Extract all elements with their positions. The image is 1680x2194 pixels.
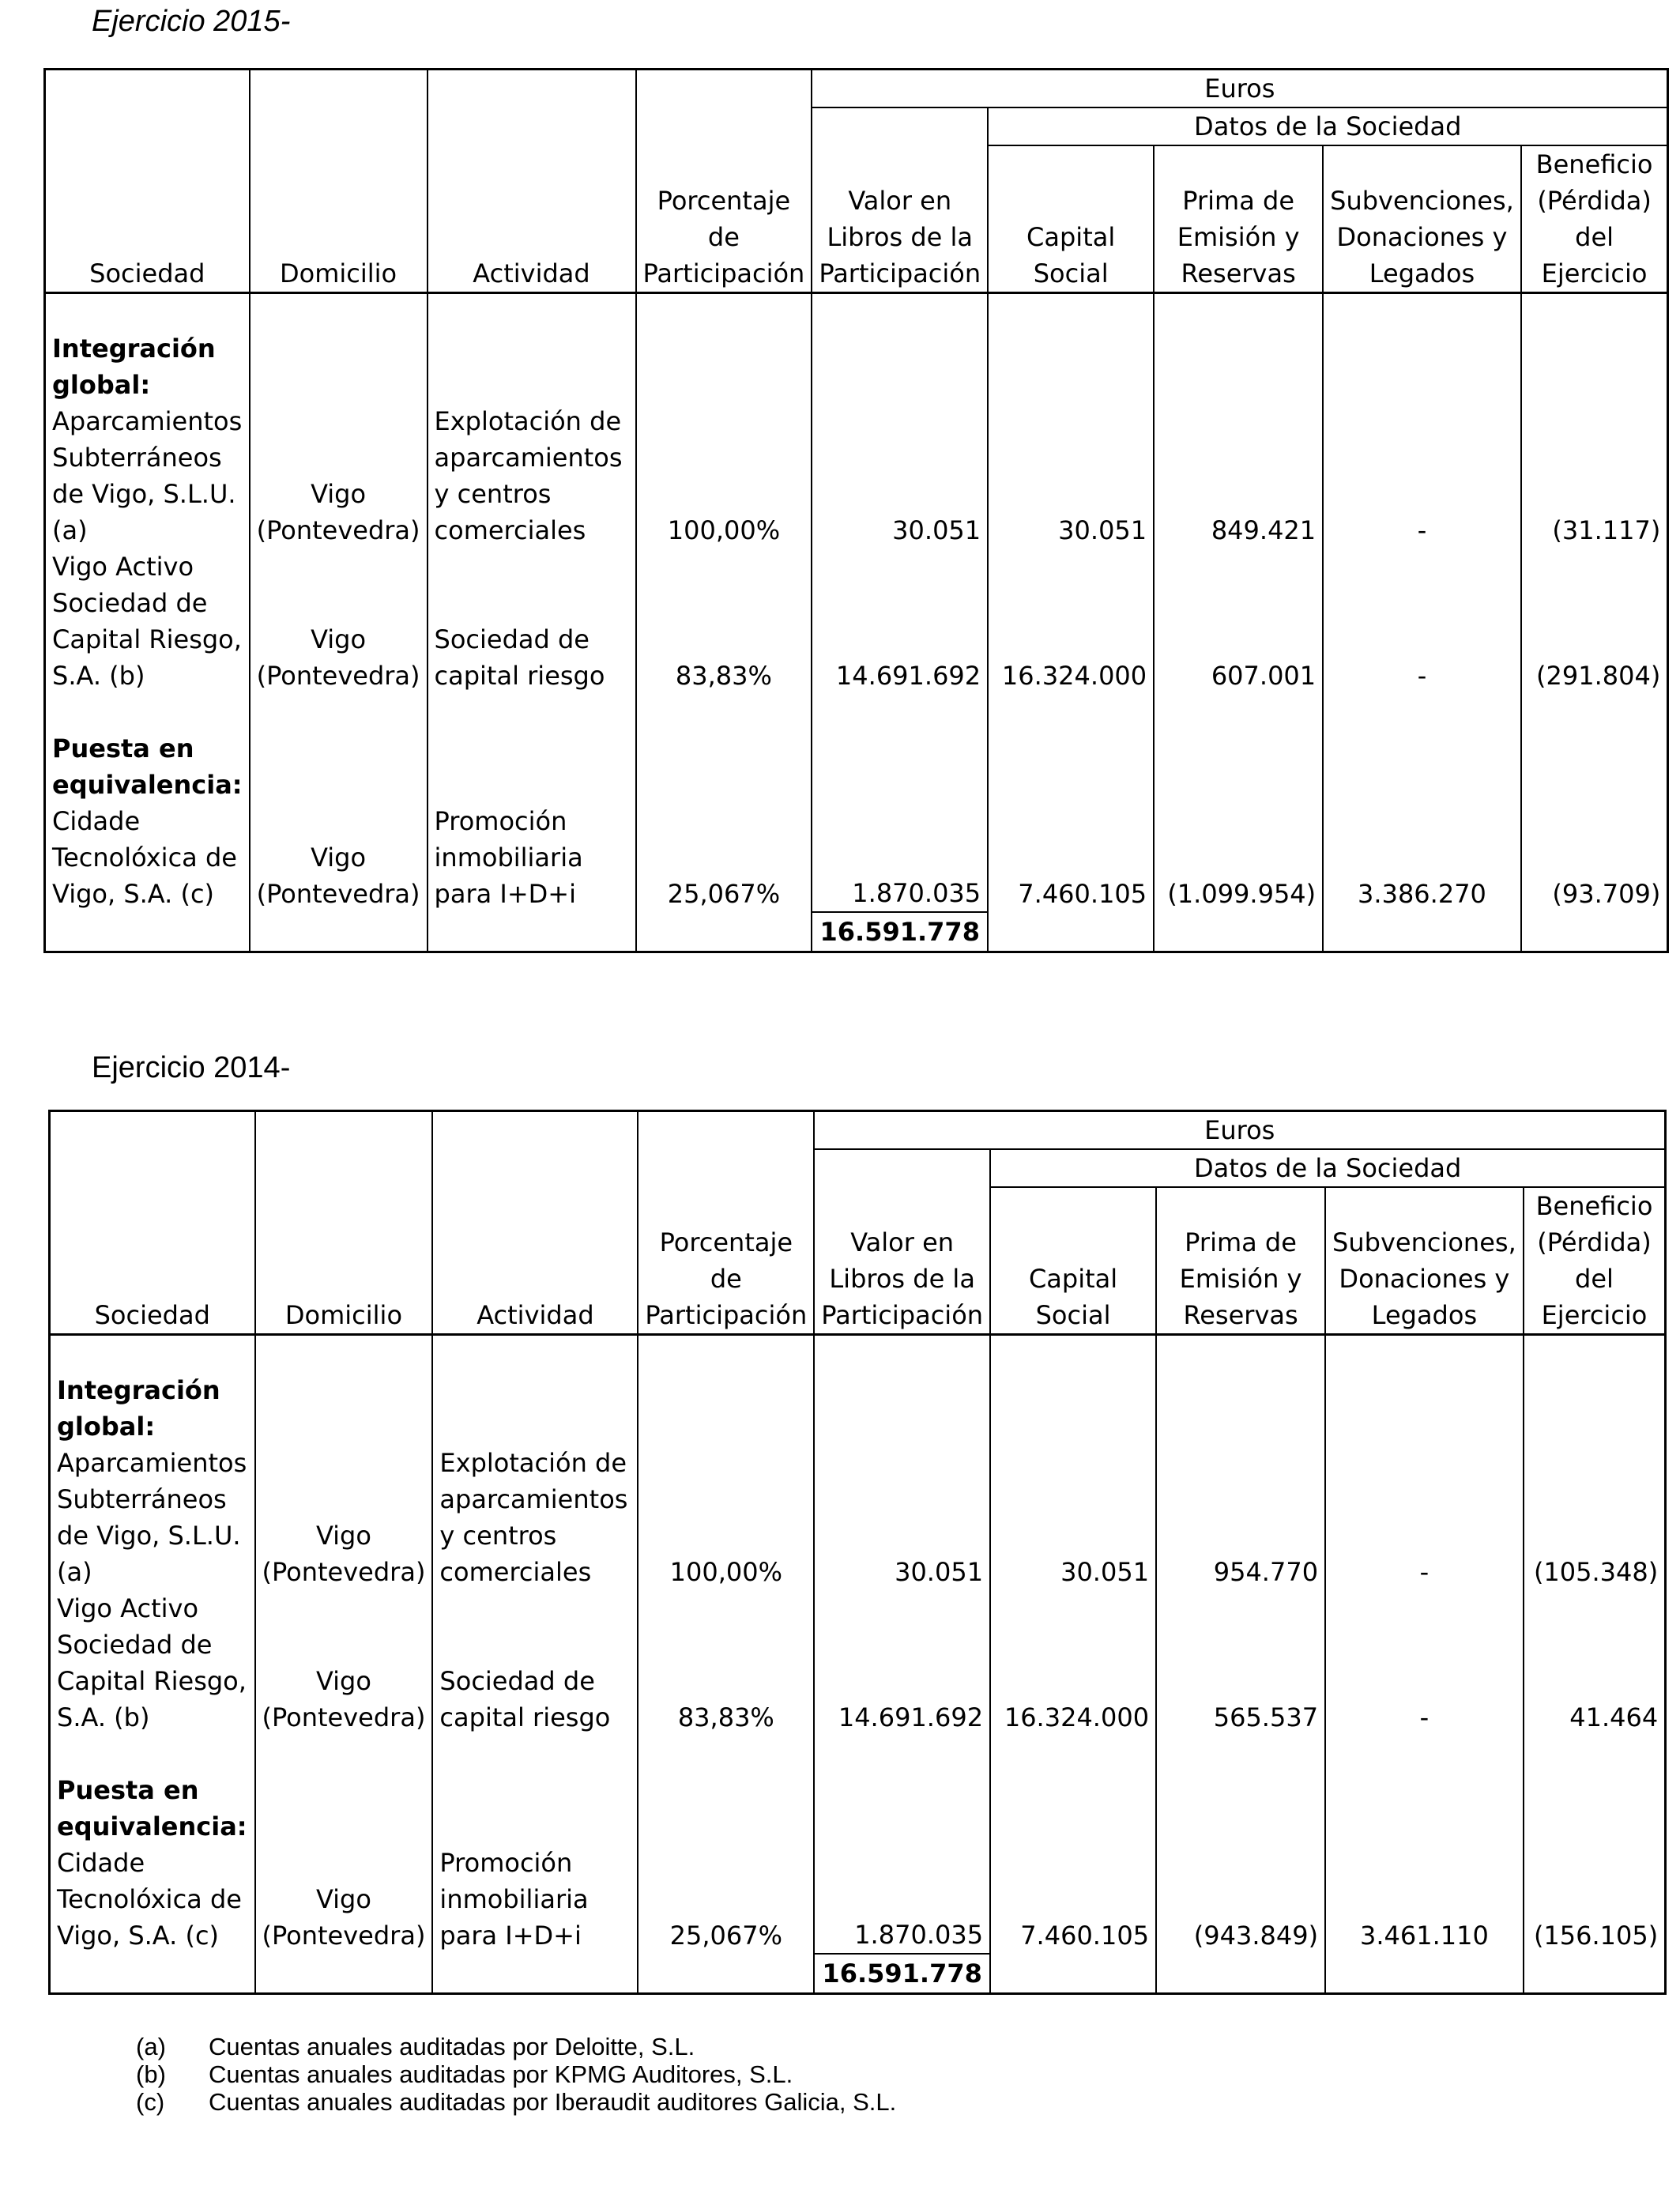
- prima-cell: (1.099.954): [1154, 803, 1323, 912]
- table-row: [45, 803, 1668, 912]
- empty-cell: [636, 330, 812, 403]
- empty-cell: [1323, 330, 1521, 403]
- empty-cell: [250, 730, 428, 803]
- empty-cell: [1325, 1772, 1524, 1845]
- group-label: Integración global:: [45, 330, 250, 403]
- table-row: [50, 1845, 1666, 1954]
- group-label: Puesta en equivalencia:: [45, 730, 250, 803]
- datos-sociedad-header: Datos de la Sociedad: [990, 1149, 1666, 1187]
- empty-cell: [1524, 1372, 1666, 1445]
- total-row: [50, 1954, 1666, 1993]
- table-row: [45, 548, 1668, 694]
- group-row: [45, 330, 1668, 403]
- empty-cell: [814, 1772, 990, 1845]
- col-beneficio-header: Beneficio (Pérdida) del Ejercicio: [1521, 145, 1668, 293]
- col-beneficio-header: Beneficio (Pérdida) del Ejercicio: [1524, 1187, 1666, 1335]
- domicilio-cell: Vigo (Pontevedra): [255, 1845, 433, 1954]
- group-label: Integración global:: [50, 1372, 255, 1445]
- sociedad-cell: Vigo Activo Sociedad de Capital Riesgo, S.A. (b): [45, 548, 250, 694]
- subvenciones-cell: -: [1325, 1445, 1524, 1590]
- porcentaje-cell: 100,00%: [636, 403, 812, 548]
- participations-table-2015: [43, 68, 1669, 953]
- porcentaje-cell: 25,067%: [638, 1845, 814, 1954]
- table-row: [50, 1590, 1666, 1736]
- group-row: [50, 1772, 1666, 1845]
- col-capital-header: Capital Social: [990, 1187, 1156, 1335]
- note-item: (c) Cuentas anuales auditadas por Iberaudit auditores Galicia, S.L.: [136, 2088, 897, 2116]
- sociedad-cell: Aparcamientos Subterráneos de Vigo, S.L.U. (a): [50, 1445, 255, 1590]
- empty-cell: [1325, 1372, 1524, 1445]
- empty-cell: [988, 730, 1154, 803]
- empty-cell: [428, 330, 636, 403]
- empty-cell: [432, 1372, 638, 1445]
- group-label: Puesta en equivalencia:: [50, 1772, 255, 1845]
- subvenciones-cell: -: [1323, 403, 1521, 548]
- beneficio-cell: (291.804): [1521, 548, 1668, 694]
- capital-cell: 7.460.105: [990, 1845, 1156, 1954]
- audit-notes: [136, 2033, 896, 2116]
- beneficio-cell: 41.464: [1524, 1590, 1666, 1736]
- porcentaje-cell: 83,83%: [636, 548, 812, 694]
- col-subvenciones-header: Subvenciones, Donaciones y Legados: [1323, 145, 1521, 293]
- group-row: [45, 730, 1668, 803]
- capital-cell: 30.051: [988, 403, 1154, 548]
- actividad-cell: Explotación de aparcamientos y centros comerciales: [428, 403, 636, 548]
- empty-cell: [812, 730, 988, 803]
- valor-cell: 14.691.692: [814, 1590, 990, 1736]
- empty-cell: [1156, 1372, 1325, 1445]
- domicilio-cell: Vigo (Pontevedra): [250, 403, 428, 548]
- empty-cell: [638, 1772, 814, 1845]
- section-title-2014: Ejercicio 2014-: [92, 1051, 291, 1084]
- datos-sociedad-header: Datos de la Sociedad: [988, 107, 1668, 145]
- empty-cell: [814, 1372, 990, 1445]
- empty-cell: [432, 1772, 638, 1845]
- col-subvenciones-header: Subvenciones, Donaciones y Legados: [1325, 1187, 1524, 1335]
- spacer-row: [45, 694, 1668, 730]
- actividad-cell: Explotación de aparcamientos y centros comerciales: [432, 1445, 638, 1590]
- empty-cell: [1154, 730, 1323, 803]
- porcentaje-cell: 83,83%: [638, 1590, 814, 1736]
- subvenciones-cell: -: [1325, 1590, 1524, 1736]
- col-sociedad-header: Sociedad: [50, 1111, 255, 1335]
- empty-cell: [255, 1372, 433, 1445]
- domicilio-cell: Vigo (Pontevedra): [255, 1590, 433, 1736]
- empty-cell: [990, 1372, 1156, 1445]
- empty-cell: [1154, 330, 1323, 403]
- col-sociedad-header: Sociedad: [45, 70, 250, 293]
- group-row: [50, 1372, 1666, 1445]
- sociedad-cell: Cidade Tecnolóxica de Vigo, S.A. (c): [45, 803, 250, 912]
- col-actividad-header: Actividad: [428, 70, 636, 293]
- empty-cell: [255, 1772, 433, 1845]
- empty-cell: [250, 330, 428, 403]
- subvenciones-cell: 3.386.270: [1323, 803, 1521, 912]
- col-valor-header: Valor en Libros de la Participación: [814, 1149, 990, 1335]
- actividad-cell: Promoción inmobiliaria para I+D+i: [432, 1845, 638, 1954]
- col-porcentaje-header: Porcentaje de Participación: [638, 1111, 814, 1335]
- empty-cell: [1524, 1772, 1666, 1845]
- valor-cell: 14.691.692: [812, 548, 988, 694]
- total-value: 16.591.778: [812, 912, 988, 952]
- empty-cell: [1156, 1772, 1325, 1845]
- prima-cell: 565.537: [1156, 1590, 1325, 1736]
- prima-cell: 954.770: [1156, 1445, 1325, 1590]
- valor-cell: 30.051: [812, 403, 988, 548]
- domicilio-cell: Vigo (Pontevedra): [250, 803, 428, 912]
- header-row: [45, 70, 1668, 108]
- actividad-cell: Sociedad de capital riesgo: [432, 1590, 638, 1736]
- col-capital-header: Capital Social: [988, 145, 1154, 293]
- prima-cell: 607.001: [1154, 548, 1323, 694]
- spacer-row: [50, 1736, 1666, 1772]
- table-row: [45, 403, 1668, 548]
- porcentaje-cell: 100,00%: [638, 1445, 814, 1590]
- prima-cell: (943.849): [1156, 1845, 1325, 1954]
- col-domicilio-header: Domicilio: [255, 1111, 433, 1335]
- col-prima-header: Prima de Emisión y Reservas: [1156, 1187, 1325, 1335]
- empty-cell: [990, 1772, 1156, 1845]
- domicilio-cell: Vigo (Pontevedra): [255, 1445, 433, 1590]
- capital-cell: 30.051: [990, 1445, 1156, 1590]
- subvenciones-cell: -: [1323, 548, 1521, 694]
- porcentaje-cell: 25,067%: [636, 803, 812, 912]
- empty-cell: [636, 730, 812, 803]
- subvenciones-cell: 3.461.110: [1325, 1845, 1524, 1954]
- empty-cell: [1521, 330, 1668, 403]
- col-porcentaje-header: Porcentaje de Participación: [636, 70, 812, 293]
- valor-cell: 30.051: [814, 1445, 990, 1590]
- capital-cell: 16.324.000: [988, 548, 1154, 694]
- participations-table-2014: [48, 1110, 1667, 1995]
- prima-cell: 849.421: [1154, 403, 1323, 548]
- sociedad-cell: Cidade Tecnolóxica de Vigo, S.A. (c): [50, 1845, 255, 1954]
- col-domicilio-header: Domicilio: [250, 70, 428, 293]
- col-valor-header: Valor en Libros de la Participación: [812, 107, 988, 293]
- beneficio-cell: (93.709): [1521, 803, 1668, 912]
- empty-cell: [812, 330, 988, 403]
- col-prima-header: Prima de Emisión y Reservas: [1154, 145, 1323, 293]
- euros-header: Euros: [812, 70, 1668, 108]
- spacer-row: [50, 1335, 1666, 1373]
- section-title-2015: Ejercicio 2015-: [92, 5, 291, 38]
- empty-cell: [1323, 730, 1521, 803]
- table-row: [50, 1445, 1666, 1590]
- empty-cell: [1521, 730, 1668, 803]
- empty-cell: [988, 330, 1154, 403]
- empty-cell: [638, 1372, 814, 1445]
- beneficio-cell: (156.105): [1524, 1845, 1666, 1954]
- valor-cell: 1.870.035: [814, 1845, 990, 1954]
- beneficio-cell: (105.348): [1524, 1445, 1666, 1590]
- sociedad-cell: Vigo Activo Sociedad de Capital Riesgo, S.A. (b): [50, 1590, 255, 1736]
- note-item: (a) Cuentas anuales auditadas por Deloitte, S.L.: [136, 2033, 695, 2060]
- valor-cell: 1.870.035: [812, 803, 988, 912]
- euros-header: Euros: [814, 1111, 1666, 1150]
- capital-cell: 7.460.105: [988, 803, 1154, 912]
- spacer-row: [45, 293, 1668, 331]
- actividad-cell: Sociedad de capital riesgo: [428, 548, 636, 694]
- total-row: [45, 912, 1668, 952]
- header-row: [50, 1111, 1666, 1150]
- domicilio-cell: Vigo (Pontevedra): [250, 548, 428, 694]
- sociedad-cell: Aparcamientos Subterráneos de Vigo, S.L.U. (a): [45, 403, 250, 548]
- actividad-cell: Promoción inmobiliaria para I+D+i: [428, 803, 636, 912]
- beneficio-cell: (31.117): [1521, 403, 1668, 548]
- note-item: (b) Cuentas anuales auditadas por KPMG Auditores, S.L.: [136, 2060, 793, 2088]
- capital-cell: 16.324.000: [990, 1590, 1156, 1736]
- total-value: 16.591.778: [814, 1954, 990, 1993]
- empty-cell: [428, 730, 636, 803]
- col-actividad-header: Actividad: [432, 1111, 638, 1335]
